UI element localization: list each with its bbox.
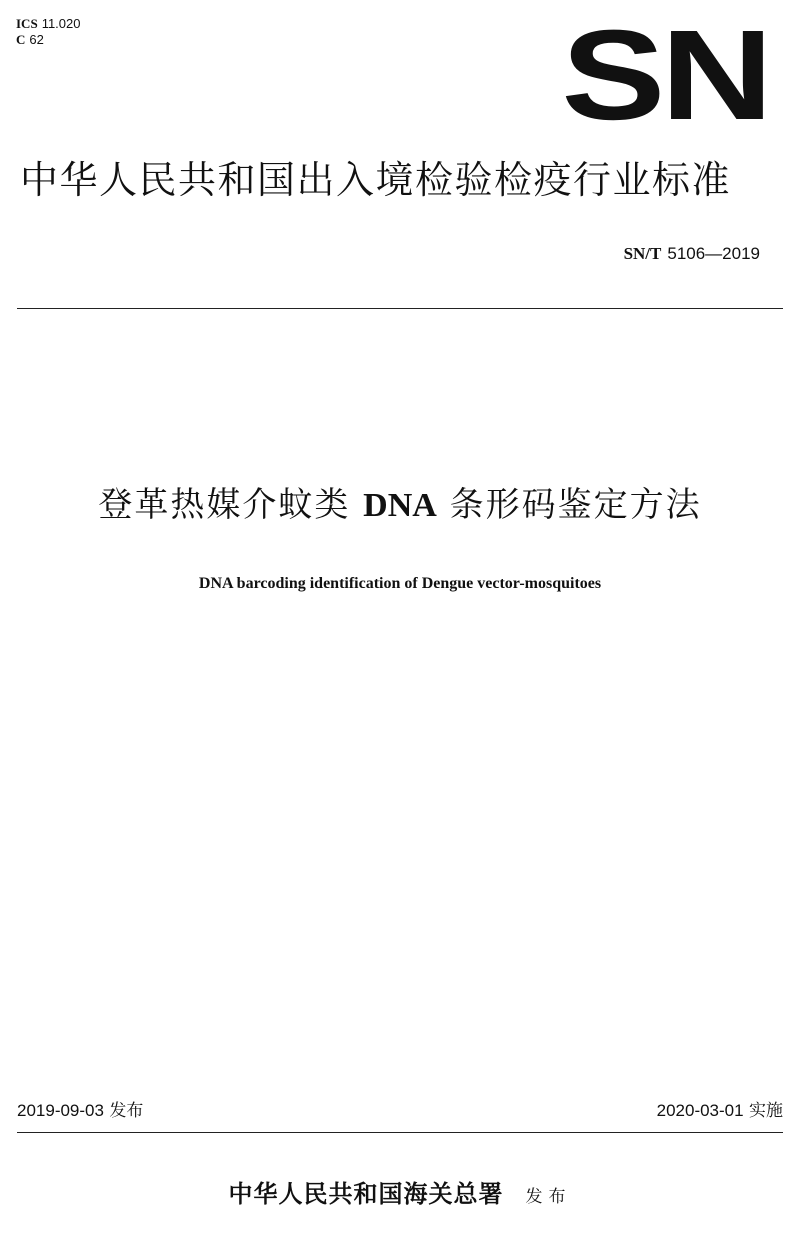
title-part-2: 条形码鉴定方法 xyxy=(449,485,702,525)
ccs-label: C xyxy=(16,32,26,47)
document-title xyxy=(0,482,800,529)
implementation-date-value: 2020-03-01 xyxy=(656,1101,744,1120)
ics-code: 11.020 xyxy=(41,16,81,31)
top-divider xyxy=(17,308,783,309)
standard-number xyxy=(624,243,760,265)
title-part-1: 登革热媒介蚊类 xyxy=(98,485,351,525)
english-title: DNA barcoding identification of Dengue vector-mosquitoes xyxy=(198,575,602,592)
issue-date xyxy=(17,1100,143,1122)
bottom-divider xyxy=(17,1132,783,1133)
implementation-date-label: 实施 xyxy=(749,1101,783,1121)
implementation-date xyxy=(657,1100,783,1122)
publisher-label: 发布 xyxy=(525,1187,572,1207)
issue-date-label: 发布 xyxy=(109,1101,144,1121)
standard-code: 5106—2019 xyxy=(667,244,760,263)
publisher-org: 中华人民共和国海关总署 xyxy=(228,1179,504,1208)
ics-row xyxy=(16,16,80,32)
industry-standard-title: 中华人民共和国出入境检验检疫行业标准 xyxy=(20,158,732,202)
classification-codes xyxy=(16,16,80,48)
ccs-code: 62 xyxy=(29,32,44,47)
title-latin: DNA xyxy=(363,487,437,524)
standard-prefix: SN/T xyxy=(623,244,662,263)
ics-label: ICS xyxy=(16,16,38,31)
sn-logo: SN xyxy=(561,28,769,124)
ccs-row xyxy=(16,32,80,48)
issue-date-value: 2019-09-03 xyxy=(17,1101,104,1120)
publisher xyxy=(0,1174,800,1209)
